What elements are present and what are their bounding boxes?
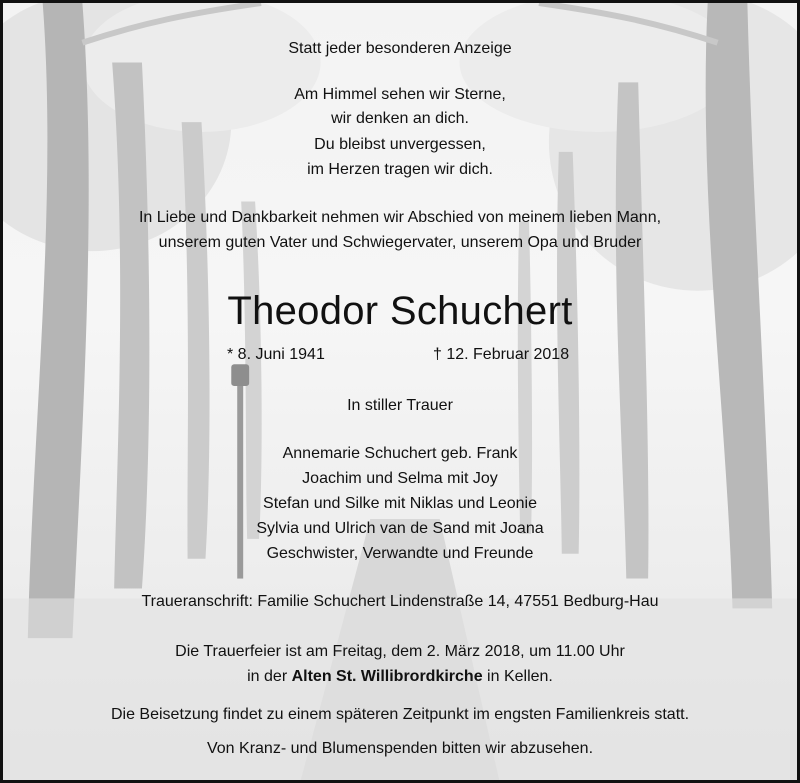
address-line: Traueranschrift: Familie Schuchert Lindenstraße 14, 47551 Bedburg-Hau bbox=[141, 593, 659, 610]
service-post: in Kellen. bbox=[482, 668, 553, 685]
service-line-1: Die Trauerfeier ist am Freitag, dem 2. März 2018, um 11.00 Uhr bbox=[175, 643, 625, 660]
service-pre: in der bbox=[247, 668, 292, 685]
intro-line-1: In Liebe und Dankbarkeit nehmen wir Abschied von meinem lieben Mann, bbox=[138, 209, 662, 226]
family-line-3: Stefan und Silke mit Niklas und Leonie bbox=[263, 495, 537, 512]
poem-line-3: Du bleibst unvergessen, bbox=[314, 136, 486, 153]
family-line-5: Geschwister, Verwandte und Freunde bbox=[266, 545, 534, 562]
church-name: Alten St. Willibrordkirche bbox=[291, 668, 483, 685]
burial-line: Die Beisetzung findet zu einem späteren Zeitpunkt im engsten Familienkreis statt. bbox=[110, 706, 690, 723]
service-line-2 bbox=[3, 667, 797, 687]
intro-line-2: unserem guten Vater und Schwiegervater, unserem Opa und Bruder bbox=[158, 234, 642, 251]
poem-line-2: wir denken an dich. bbox=[331, 110, 469, 127]
obituary-text bbox=[3, 3, 797, 780]
family-line-1: Annemarie Schuchert geb. Frank bbox=[282, 445, 518, 462]
flowers-line: Von Kranz- und Blumenspenden bitten wir abzusehen. bbox=[206, 740, 594, 757]
death-date: † 12. Februar 2018 bbox=[433, 346, 570, 363]
family-line-4: Sylvia und Ulrich van de Sand mit Joana bbox=[256, 520, 544, 537]
family-line-2: Joachim und Selma mit Joy bbox=[302, 470, 498, 487]
poem-line-4: im Herzen tragen wir dich. bbox=[307, 161, 493, 178]
poem-line-1: Am Himmel sehen wir Sterne, bbox=[294, 86, 506, 103]
deceased-name: Theodor Schuchert bbox=[227, 289, 573, 333]
birth-date: * 8. Juni 1941 bbox=[227, 346, 325, 363]
header-line: Statt jeder besonderen Anzeige bbox=[288, 40, 512, 57]
mourning-line: In stiller Trauer bbox=[347, 397, 453, 414]
